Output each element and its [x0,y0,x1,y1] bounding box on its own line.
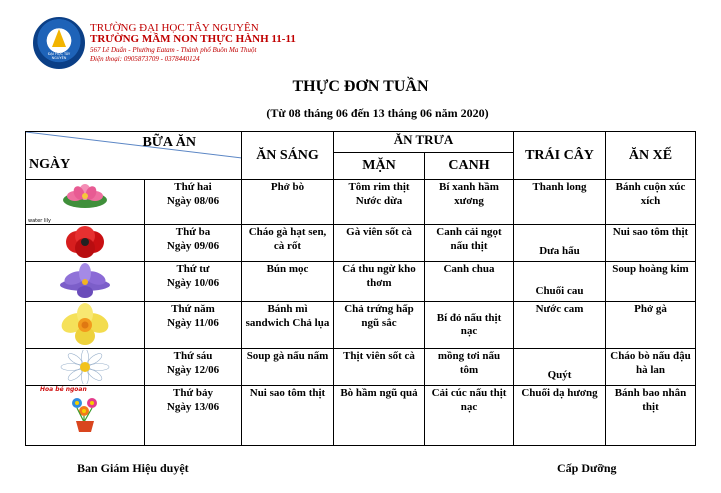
day-date: Ngày 11/06 [167,317,219,329]
school-name: TRƯỜNG MẦM NON THỰC HÀNH 11-11 [90,33,296,45]
main-dish-header: MẶN [334,153,425,180]
table-row [26,349,696,386]
day-name: Thứ năm [171,303,215,316]
snack-header: ĂN XẾ [606,132,696,180]
day-name: Thứ sáu [173,350,213,363]
soup-cell: Canh cải ngọt nấu thịt [425,225,514,262]
weekly-menu-table [25,131,696,446]
pink-flower-icon [26,180,145,225]
table-row [26,262,696,302]
day-date: Ngày 10/06 [166,277,220,289]
school-address: 567 Lê Duẩn - Phường Eatam - Thành phố Buôn Ma Thuột [90,46,257,54]
main-dish-cell: Cá thu ngừ kho thơm [334,262,425,302]
main-dish-cell: Bò hầm ngũ quả [334,386,425,446]
page-title: THỰC ĐƠN TUẦN [292,78,429,95]
soup-cell: Cải cúc nấu thịt nạc [425,386,514,446]
table-row [26,386,696,446]
cook-signature-label: Cấp Dưỡng [557,461,617,475]
day-name: Thứ hai [174,181,212,193]
main-dish-cell: Gà viên sốt cà [334,225,425,262]
snack-cell: Cháo bò nấu đậu hà lan [606,349,696,386]
white-daisy-icon [26,349,145,386]
soup-header: CANH [425,153,514,180]
day-name: Thứ bảy [173,387,213,400]
day-cell [145,302,242,349]
day-cell [145,349,242,386]
snack-cell: Soup hoàng kim [606,262,696,302]
meal-header: BỮA ĂN [142,135,196,150]
main-dish-cell: Tôm rim thịt Nước dừa [334,180,425,225]
university-name: TRƯỜNG ĐẠI HỌC TÂY NGUYÊN [90,22,259,34]
flower-caption-1: water lily [28,218,51,224]
yellow-daffodil-icon [26,302,145,349]
soup-cell: mồng tơi nấu tôm [425,349,514,386]
table-row [26,225,696,262]
snack-cell: Bánh bao nhân thịt [606,386,696,446]
main-dish-cell: Chả trứng hấp ngũ sắc [334,302,425,349]
page-subtitle: (Từ 08 tháng 06 đến 13 tháng 06 năm 2020) [266,106,489,120]
day-name: Thứ tư [176,263,210,276]
day-cell [145,225,242,262]
breakfast-cell: Bánh mì sandwich Chả lụa [242,302,334,349]
breakfast-cell: Cháo gà hạt sen, cà rốt [242,225,334,262]
purple-crocus-icon [26,262,145,302]
fruit-header: TRÁI CÂY [514,132,606,180]
soup-cell: Bí đỏ nấu thịt nạc [425,302,514,349]
breakfast-cell: Bún mọc [242,262,334,302]
breakfast-header: ĂN SÁNG [242,132,334,180]
breakfast-cell: Phở bò [242,180,334,225]
fruit-cell: Quýt [514,349,606,386]
fruit-cell: Chuối dạ hương [514,386,606,446]
fruit-cell: Chuối cau [514,262,606,302]
red-poppy-icon [26,225,145,262]
snack-cell: Nui sao tôm thịt [606,225,696,262]
fruit-cell: Dưa hấu [514,225,606,262]
snack-cell: Phở gà [606,302,696,349]
school-phone: Điện thoại: 0905873709 - 0378440124 [90,55,200,63]
day-date: Ngày 12/06 [166,364,220,376]
table-row [26,180,696,225]
breakfast-cell: Nui sao tôm thịt [242,386,334,446]
day-date: Ngày 08/06 [166,194,220,207]
main-dish-cell: Thịt viên sốt cà [334,349,425,386]
day-cell [145,262,242,302]
day-cell [145,386,242,446]
table-row [26,302,696,349]
day-cell [145,180,242,225]
fruit-cell: Thanh long [514,180,606,225]
approval-signature-label: Ban Giám Hiệu duyệt [77,461,189,475]
flower-caption-2: Hoa bé ngoan [40,386,87,394]
day-name: Thứ ba [175,226,211,239]
fruit-cell: Nước cam [514,302,606,349]
day-date: Ngày 13/06 [166,401,220,413]
header-corner [26,132,242,180]
snack-cell: Bánh cuộn xúc xích [606,180,696,225]
day-header: NGÀY [29,156,71,172]
breakfast-cell: Soup gà nấu nấm [242,349,334,386]
day-date: Ngày 09/06 [166,240,220,252]
lunch-header: ĂN TRƯA [334,132,514,153]
flower-pot-icon [26,386,145,446]
school-logo [33,17,85,69]
soup-cell: Canh chua [425,262,514,302]
soup-cell: Bí xanh hầm xương [425,180,514,225]
logo-text: ĐẠI HỌC TÂY NGUYÊN [47,52,71,60]
